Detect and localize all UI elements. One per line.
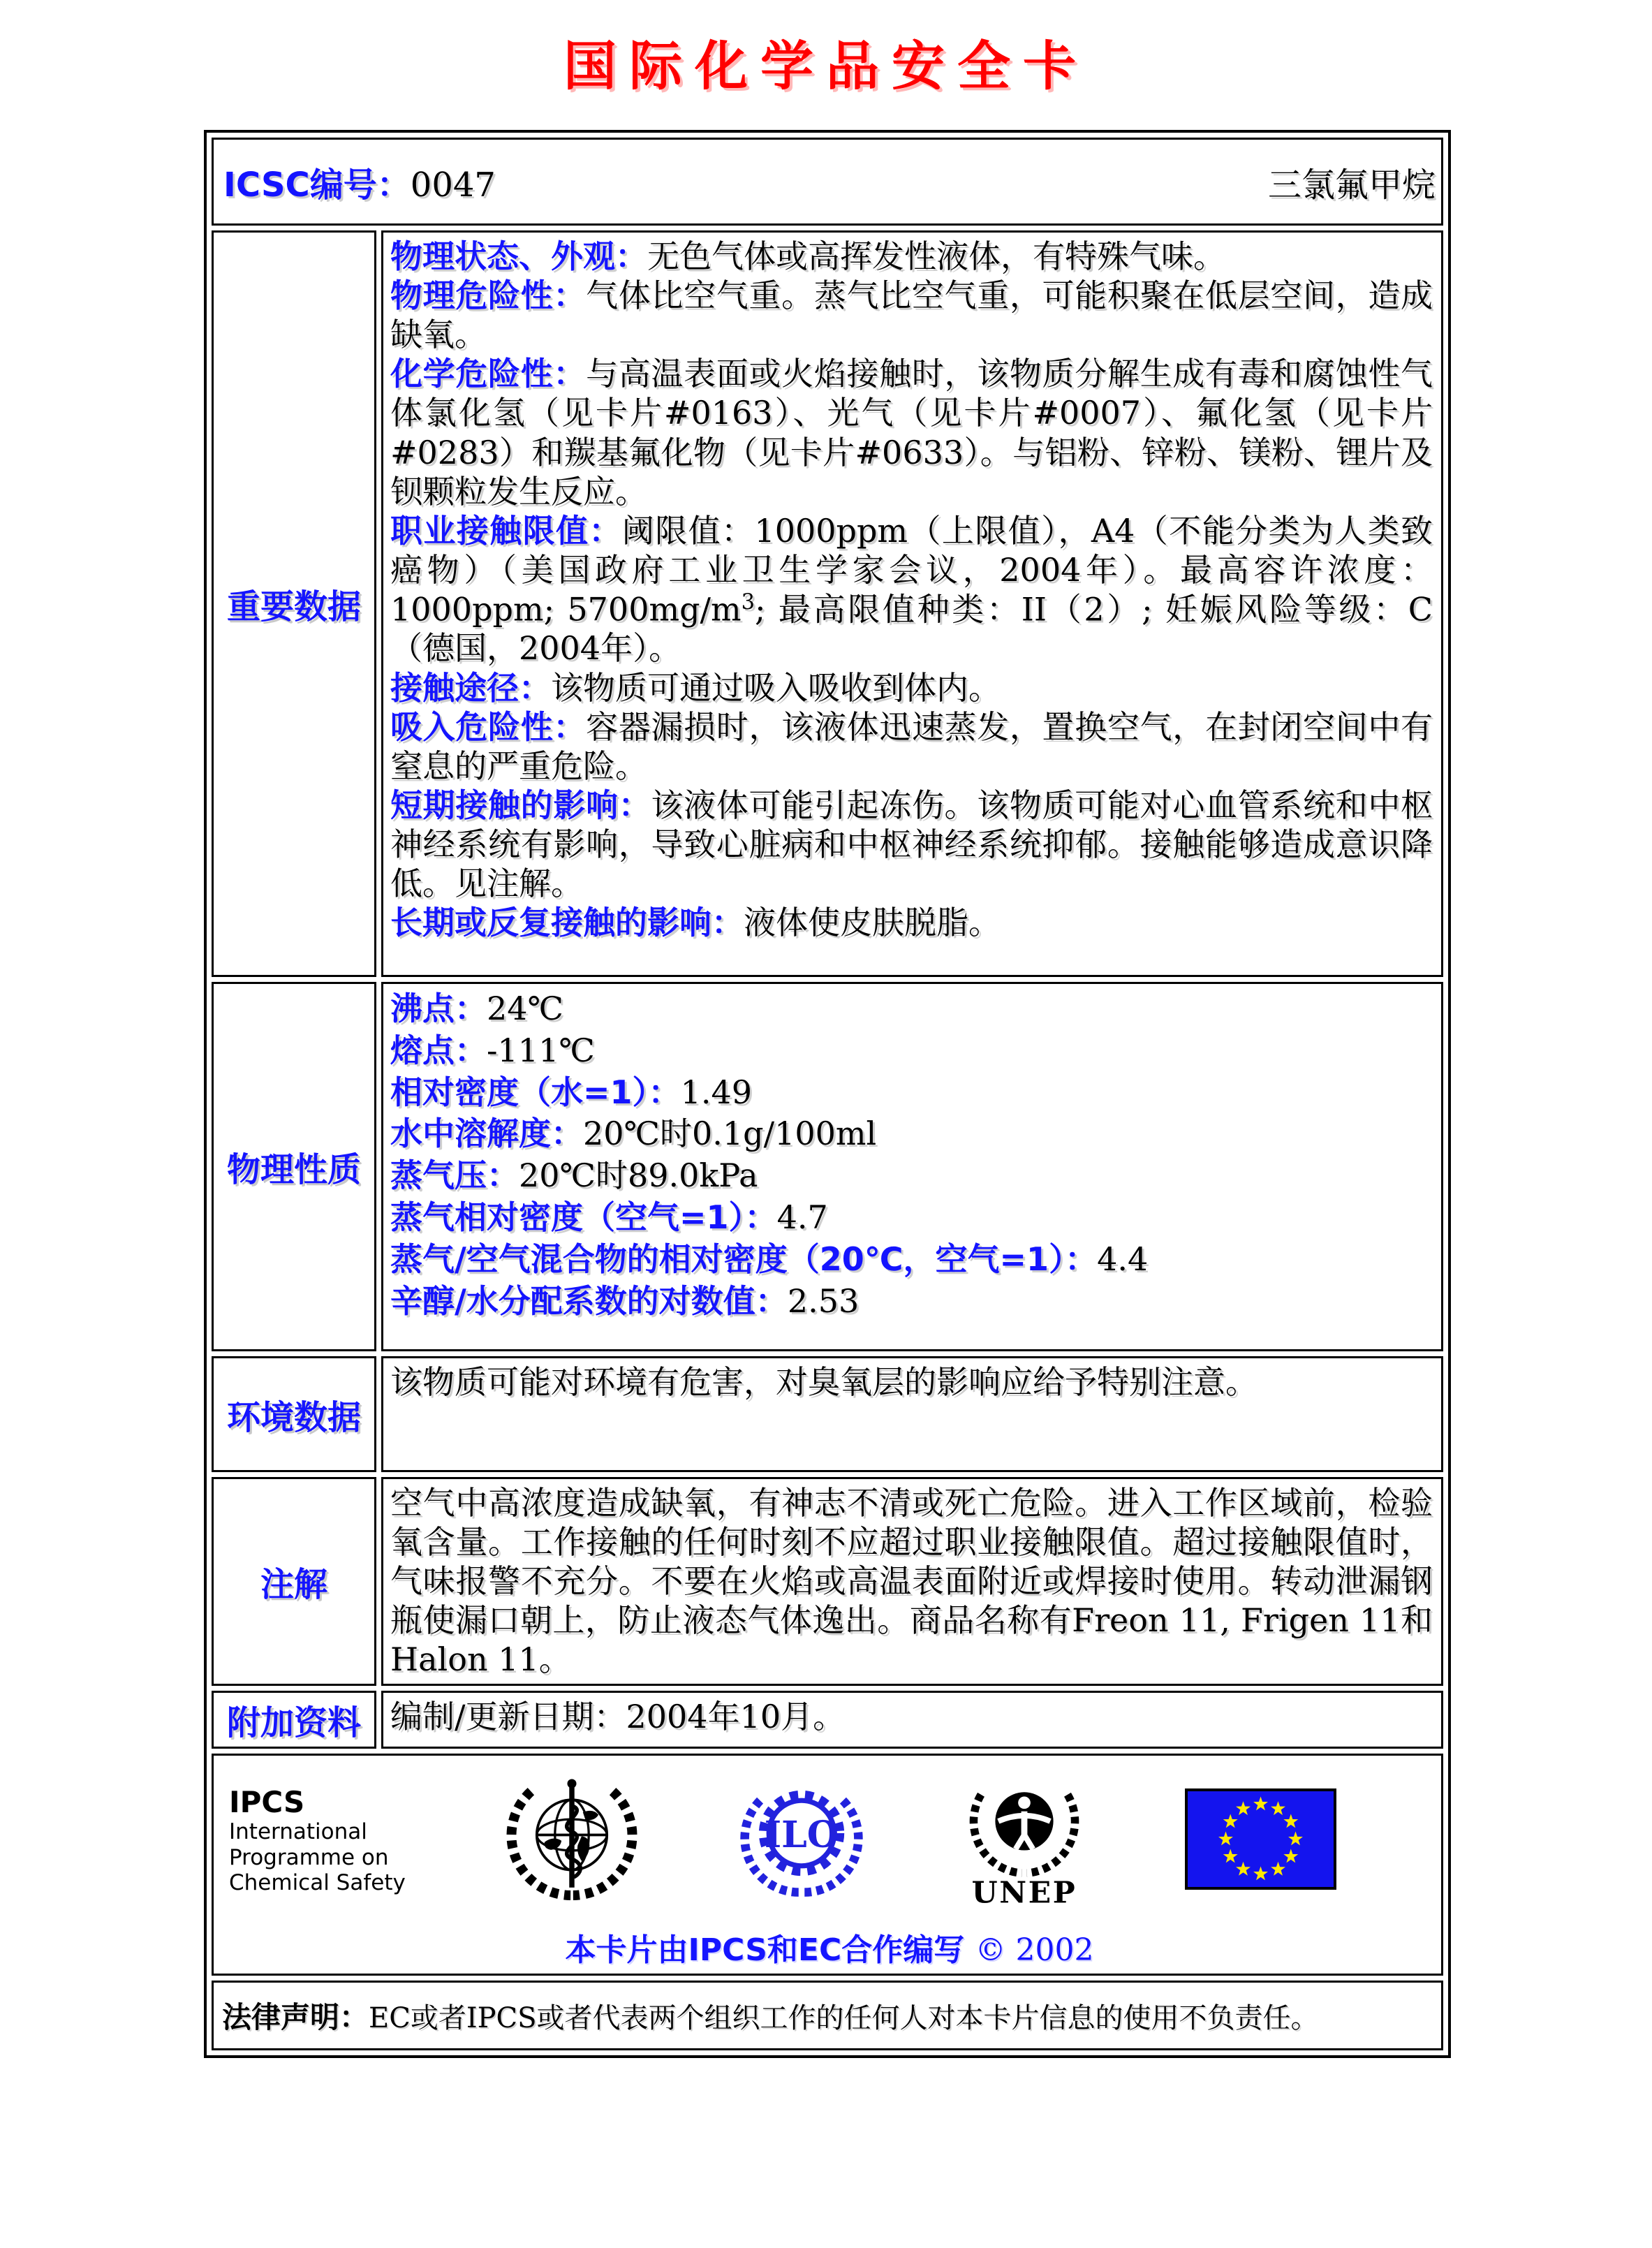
- important-data-content: [381, 230, 1443, 977]
- field-chemical-danger: 化学危险性：与高温表面或火焰接触时，该物质分解生成有毒和腐蚀性气体氯化氢（见卡片#0163）、光气（见卡片#0007）、氟化氢（见卡片#0283）和羰基氟化物（见卡片#0633）。与铝粉、锌粉、镁粉、锂片及钡颗粒发生反应。: [390, 355, 1433, 510]
- credit-text: 本卡片由IPCS和EC合作编写: [565, 1932, 965, 1968]
- svg-text:ILO: ILO: [764, 1813, 839, 1856]
- legal-row: [212, 1981, 1443, 2050]
- field-physical-danger: 物理危险性：气体比空气重。蒸气比空气重，可能积聚在低层空间，造成缺氧。: [390, 277, 1433, 354]
- who-icon: [503, 1775, 640, 1904]
- ilo-icon: [739, 1777, 864, 1902]
- prop-vapor-pressure: 蒸气压：20℃时89.0kPa: [390, 1156, 758, 1195]
- prop-vapor-air-density: 蒸气/空气混合物的相对密度（20℃，空气=1）：4.4: [390, 1240, 1149, 1278]
- row-label-physical-properties: 物理性质: [212, 982, 376, 1351]
- logos-strip: [225, 1763, 1434, 1912]
- icsc-card-table: [204, 130, 1451, 2058]
- prop-boiling-point: 沸点：24℃: [390, 990, 563, 1027]
- field-long-term-effects: 长期或反复接触的影响：液体使皮肤脱脂。: [390, 904, 1001, 942]
- notes-content: 空气中高浓度造成缺氧，有神志不清或死亡危险。进入工作区域前，检验氧含量。工作接触的任何时刻不应超过职业接触限值。超过接触限值时，气味报警不充分。不要在火焰或高温表面附近或焊接时使用。转动泄漏钢瓶使漏口朝上，防止液态气体逸出。商品名称有Freon 11, Frigen 11和 Halon 11。: [381, 1477, 1443, 1686]
- row-label-important-data: 重要数据: [212, 230, 376, 977]
- field-exposure-routes: 接触途径：该物质可通过吸入吸收到体内。: [390, 668, 1001, 707]
- eu-flag-icon: [1185, 1788, 1336, 1890]
- field-physical-state: 物理状态、外观：无色气体或高挥发性液体，有特殊气味。: [390, 237, 1225, 275]
- header-row: [212, 138, 1443, 226]
- legal-cell: [212, 1981, 1443, 2050]
- logos-cell: [212, 1754, 1443, 1976]
- prop-water-solubility: 水中溶解度：20℃时0.1g/100ml: [390, 1115, 877, 1153]
- legal-label: 法律声明：: [222, 1999, 369, 2034]
- header-cell: [212, 138, 1443, 226]
- ipcs-logo-text: IPCS International Programme on Chemical Safety: [229, 1784, 406, 1896]
- icsc-number-value: 0047: [410, 165, 496, 205]
- row-label-additional-info: 附加资料: [212, 1691, 376, 1749]
- field-inhalation-risk: 吸入危险性：容器漏损时，该液体迅速蒸发，置换空气，在封闭空间中有窒息的严重危险。: [390, 707, 1433, 785]
- logos-row: [212, 1754, 1443, 1976]
- prop-log-pow: 辛醇/水分配系数的对数值：2.53: [390, 1281, 860, 1320]
- additional-info-content: 编制/更新日期：2004年10月。: [381, 1691, 1443, 1749]
- legal-text: EC或者IPCS或者代表两个组织工作的任何人对本卡片信息的使用不负责任。: [369, 2001, 1319, 2034]
- svg-text:UNEP: UNEP: [972, 1875, 1077, 1911]
- physical-properties-content: [381, 982, 1443, 1351]
- physical-properties-row: [212, 982, 1443, 1351]
- important-data-row: [212, 230, 1443, 977]
- credit-line: [225, 1925, 1434, 1969]
- chemical-name: 三氯氟甲烷: [1267, 165, 1436, 205]
- ipcs-acronym: IPCS: [229, 1784, 305, 1819]
- page-title: 国际化学品安全卡: [563, 35, 1089, 97]
- additional-info-row: [212, 1691, 1443, 1749]
- copyright: © 2002: [975, 1932, 1094, 1968]
- environmental-data-row: [212, 1356, 1443, 1472]
- prop-relative-density: 相对密度（水=1）：1.49: [390, 1073, 752, 1111]
- unep-icon: [962, 1767, 1086, 1912]
- superscript: 3: [741, 589, 755, 615]
- prop-vapor-density: 蒸气相对密度（空气=1）：4.7: [390, 1198, 828, 1236]
- icsc-number-label: ICSC编号：: [223, 165, 411, 205]
- field-exposure-limits: 职业接触限值：阈限值：1000ppm（上限值），A4（不能分类为人类致癌物）（美国政府工业卫生学家会议，2004年）。最高容许浓度：1000ppm; $5700mg/m^3$; 最高限值种类：II（2）; 妊娠风险等级：C（德国，2004年）。: [390, 511, 1433, 668]
- field-short-term-effects: 短期接触的影响：该液体可能引起冻伤。该物质可能对心血管系统和中枢神经系统有影响，导致心脏病和中枢神经系统抑郁。接触能够造成意识降低。见注解。: [390, 786, 1433, 903]
- row-label-environmental-data: 环境数据: [212, 1356, 376, 1472]
- notes-row: [212, 1477, 1443, 1686]
- environmental-data-content: 该物质可能对环境有危害，对臭氧层的影响应给予特别注意。: [381, 1356, 1443, 1472]
- row-label-notes: 注解: [212, 1477, 376, 1686]
- prop-melting-point: 熔点：-111℃: [390, 1031, 595, 1069]
- icsc-number: [223, 158, 496, 206]
